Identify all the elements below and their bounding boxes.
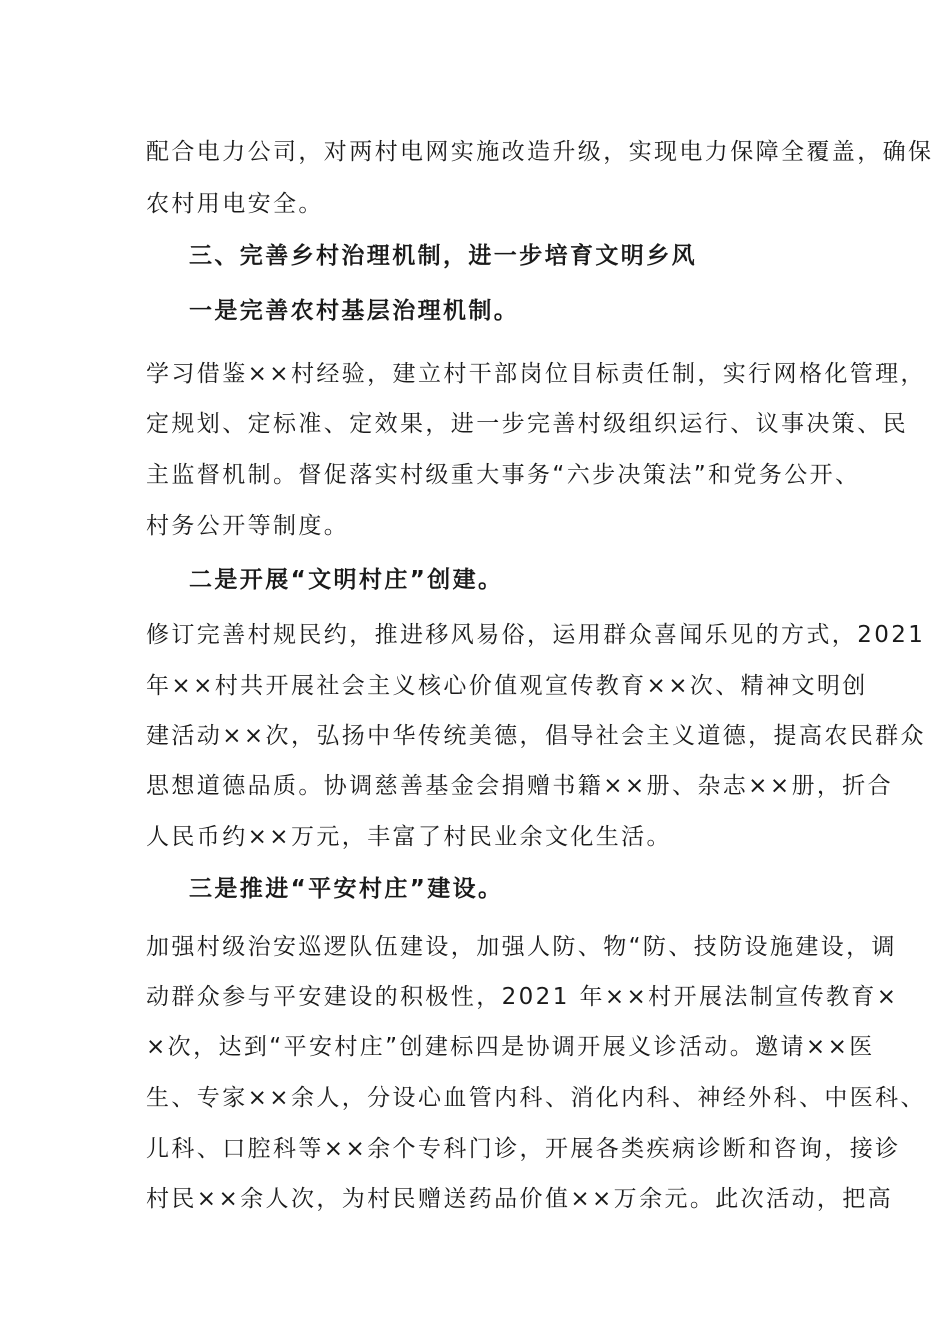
subsection-heading: 二是开展“文明村庄”创建。	[189, 567, 504, 593]
paragraph-line: 生、专家××余人，分设心血管内科、消化内科、神经外科、中医科、	[146, 1085, 926, 1111]
paragraph-line: 建活动××次，弘扬中华传统美德，倡导社会主义道德，提高农民群众	[146, 723, 926, 749]
paragraph-line: 动群众参与平安建设的积极性，2021 年××村开展法制宣传教育×	[146, 984, 899, 1010]
paragraph-line: ×次，达到“平安村庄”创建标四是协调开展义诊活动。邀请××医	[146, 1034, 875, 1060]
paragraph-line: 修订完善村规民约，推进移风易俗，运用群众喜闻乐见的方式，2021	[146, 622, 926, 648]
paragraph-line: 主监督机制。督促落实村级重大事务“六步决策法”和党务公开、	[146, 462, 861, 488]
paragraph-line: 配合电力公司，对两村电网实施改造升级，实现电力保障全覆盖，确保	[146, 139, 934, 165]
subsection-heading: 一是完善农村基层治理机制。	[189, 298, 520, 324]
paragraph-line: 儿科、口腔科等××余个专科门诊，开展各类疾病诊断和咨询，接诊	[146, 1136, 901, 1162]
paragraph-line: 加强村级治安巡逻队伍建设，加强人防、物“防、技防设施建设，调	[146, 934, 897, 960]
paragraph-line: 农村用电安全。	[146, 191, 324, 217]
paragraph-line: 年××村共开展社会主义核心价值观宣传教育××次、精神文明创	[146, 673, 868, 699]
paragraph-line: 思想道德品质。协调慈善基金会捐赠书籍××册、杂志××册，折合	[146, 773, 894, 799]
paragraph-line: 定规划、定标准、定效果，进一步完善村级组织运行、议事决策、民	[146, 411, 908, 437]
paragraph-line: 人民币约××万元，丰富了村民业余文化生活。	[146, 824, 672, 850]
paragraph-line: 村务公开等制度。	[146, 513, 350, 539]
subsection-heading: 三是推进“平安村庄”建设。	[189, 876, 504, 902]
paragraph-line: 村民××余人次，为村民赠送药品价值××万余元。此次活动，把高	[146, 1186, 894, 1212]
section-heading: 三、完善乡村治理机制，进一步培育文明乡风	[189, 243, 697, 269]
paragraph-line: 学习借鉴××村经验，建立村干部岗位目标责任制，实行网格化管理，	[146, 361, 926, 387]
